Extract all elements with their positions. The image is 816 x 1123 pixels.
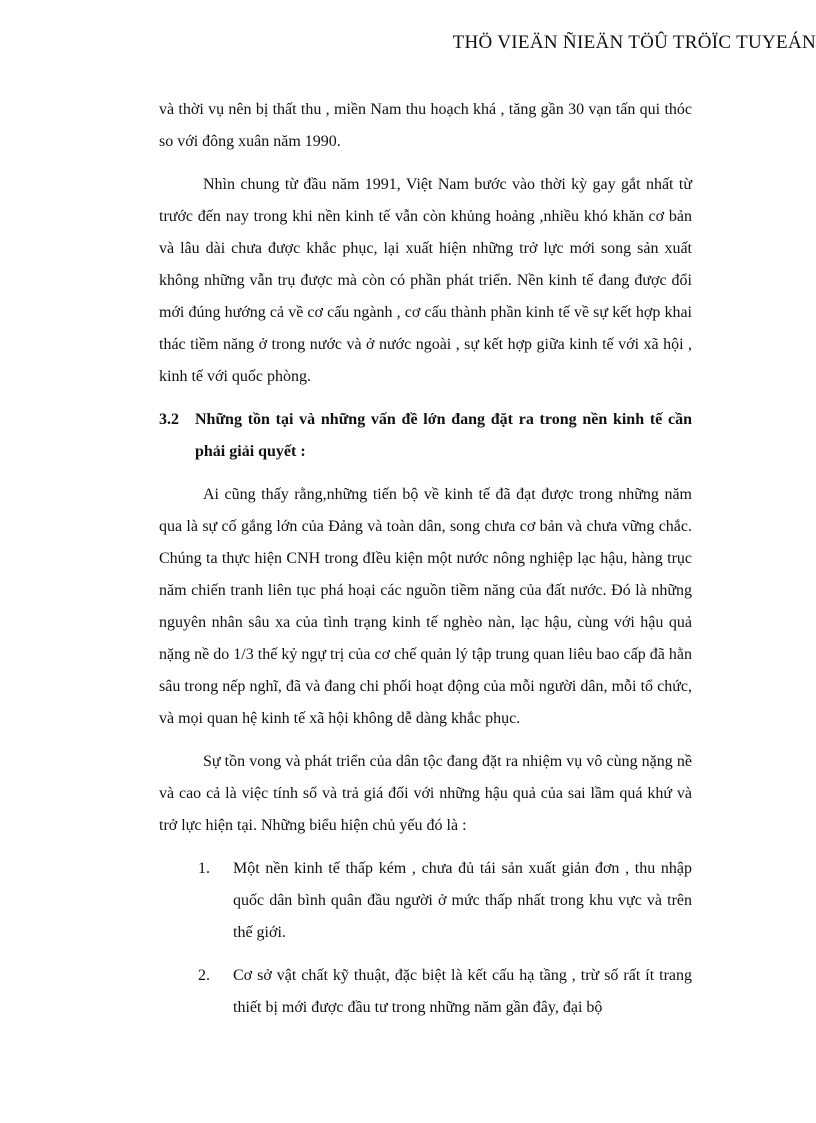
document-body (159, 94, 692, 1035)
paragraph-survival: Sự tồn vong và phát triển của dân tộc đang đặt ra nhiệm vụ vô cùng nặng nề và cao cả là việc tính số và trả giá đối với những hậu quả của sai lầm quá khứ và trở lực hiện tại. Những biểu hiện chủ yếu đó là : (159, 753, 692, 834)
list-item (159, 853, 692, 949)
paragraph-progress: Ai cũng thấy rằng,những tiến bộ về kinh tế đã đạt được trong những năm qua là sự cố gắng lớn của Đảng và toàn dân, song chưa cơ bản và chưa vững chắc. Chúng ta thực hiện CNH trong đIều kiện một nước nông nghiệp lạc hậu, hàng trục năm chiến tranh liên tục phá hoại các nguồn tiềm năng của đất nước. Đó là những nguyên nhân sâu xa của tình trạng kinh tế nghèo nàn, lạc hậu, cùng với hậu quả nặng nề do 1/3 thế kỷ ngự trị của cơ chế quản lý tập trung quan liêu bao cấp đã hằn sâu trong nếp nghĩ, đã và đang chi phối hoạt động của mỗi người dân, mỗi tổ chức, và mọi quan hệ kinh tế xã hội không dễ dàng khắc phục. (159, 486, 692, 727)
list-item-text: Cơ sở vật chất kỹ thuật, đặc biệt là kết cấu hạ tầng , trừ số rất ít trang thiết bị mới được đầu tư trong những năm gần đây, đại bộ (233, 967, 692, 1016)
section-title: Những tồn tại và những vấn đề lớn đang đặt ra trong nền kinh tế cần phải giải quyết : (195, 411, 692, 460)
paragraph-overview-1991: Nhìn chung từ đầu năm 1991, Việt Nam bước vào thời kỳ gay gắt nhất từ trước đến nay trong khi nền kinh tế vẫn còn khủng hoảng ,nhiều khó khăn cơ bản và lâu dài chưa được khắc phục, lại xuất hiện những trở lực mới song sản xuất không những vẫn trụ được mà còn có phần phát triển. Nền kinh tế đang được đổi mới đúng hướng cả về cơ cấu ngành , cơ cấu thành phần kinh tế về sự kết hợp khai thác tiềm năng ở trong nước và ở nước ngoài , sự kết hợp giữa kinh tế với xã hội , kinh tế với quốc phòng. (159, 176, 692, 385)
list-item (159, 960, 692, 1024)
page-header-title: THÖ VIEÄN ÑIEÄN TÖÛ TRÖÏC TUYEÁN (452, 32, 816, 53)
section-number: 3.2 (159, 411, 179, 428)
list-item-text: Một nền kinh tế thấp kém , chưa đủ tái sản xuất giản đơn , thu nhập quốc dân bình quân đầu người ở mức thấp nhất trong khu vực và trên thế giới. (233, 860, 692, 941)
list-item-number: 2. (198, 967, 210, 984)
paragraph-continuation: và thời vụ nên bị thất thu , miền Nam thu hoạch khá , tăng gần 30 vạn tấn qui thóc so với đông xuân năm 1990. (159, 101, 692, 150)
list-item-number: 1. (198, 860, 210, 877)
section-heading (159, 404, 692, 468)
numbered-list (159, 853, 692, 1024)
